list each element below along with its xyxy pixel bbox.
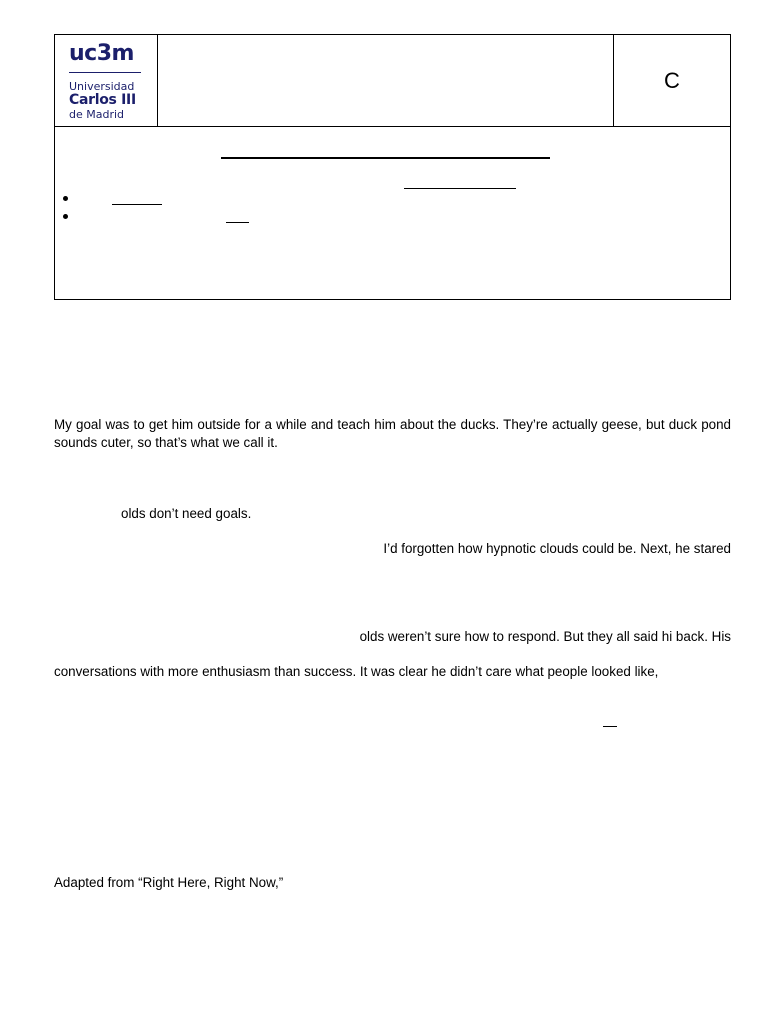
paragraph-duck-pond: My goal was to get him outside for a while and teach him about the ducks. They’re actually geese, but duck pond sounds cuter, so that’s what we call it. bbox=[54, 417, 731, 450]
logo-line-carlos-iii: Carlos III bbox=[69, 92, 136, 108]
text-line-clouds: I’d forgotten how hypnotic clouds could be. Next, he stared bbox=[383, 541, 731, 556]
bullet-2 bbox=[63, 214, 68, 219]
text-line-goals: olds don’t need goals. bbox=[121, 506, 252, 521]
bullet-1 bbox=[63, 196, 68, 201]
underline-blank-2 bbox=[112, 204, 162, 205]
logo-divider bbox=[69, 72, 141, 73]
title-underline bbox=[221, 157, 550, 159]
logo-line-universidad: Universidad bbox=[69, 80, 135, 93]
underline-blank-1 bbox=[404, 188, 516, 189]
text-line-conversations: conversations with more enthusiasm than success. It was clear he didn’t care what people looked like, bbox=[54, 664, 659, 679]
underline-blank-3 bbox=[226, 222, 249, 223]
dash-mark bbox=[603, 726, 617, 727]
header-middle-cell bbox=[158, 35, 614, 127]
uc3m-logo-wordmark: uc3m bbox=[69, 41, 134, 66]
logo-cell bbox=[55, 35, 158, 127]
logo-line-de-madrid: de Madrid bbox=[69, 108, 125, 121]
header-right-letter: C bbox=[664, 67, 680, 93]
header-right-cell bbox=[614, 35, 730, 127]
text-line-respond: olds weren’t sure how to respond. But they all said hi back. His bbox=[359, 629, 731, 644]
header-table bbox=[54, 34, 731, 300]
source-credit: Adapted from “Right Here, Right Now,” bbox=[54, 875, 284, 890]
